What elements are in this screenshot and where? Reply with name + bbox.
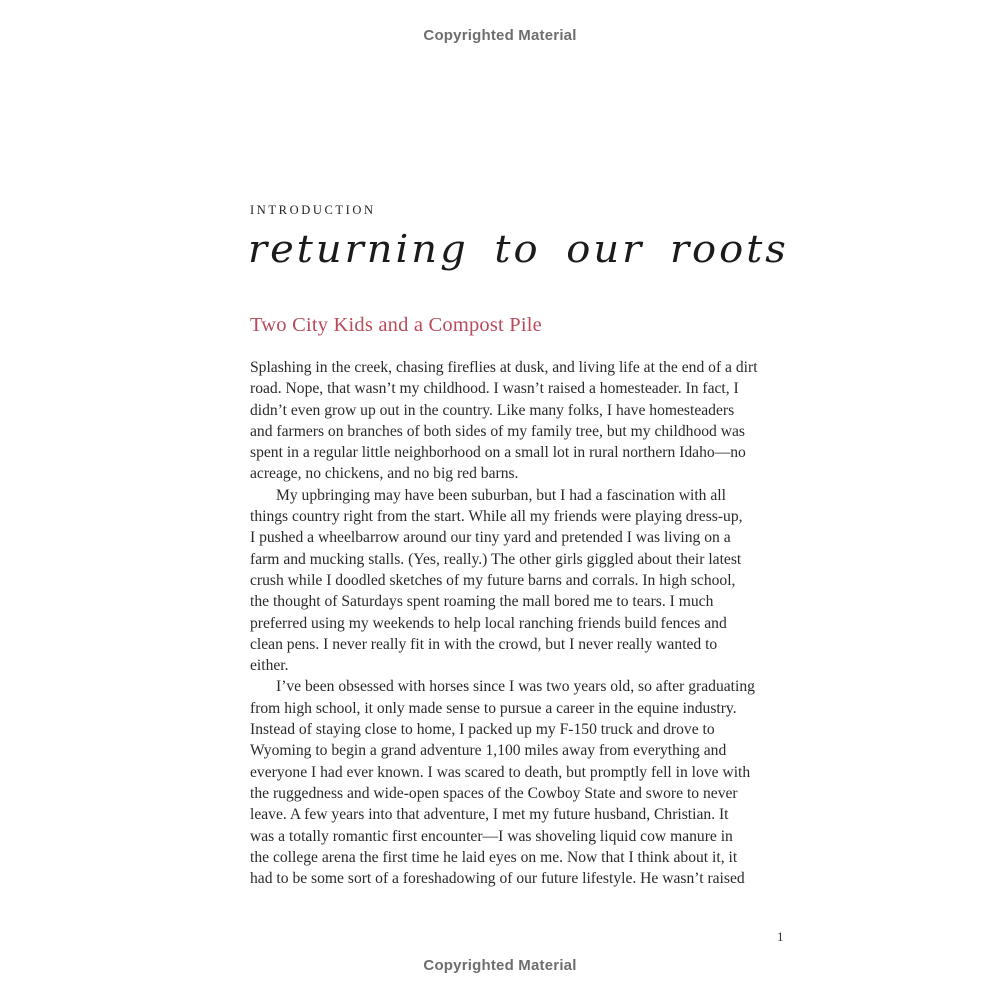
text-line: preferred using my weekends to help local ranching friends build fences and xyxy=(250,614,727,632)
text-line: and farmers on branches of both sides of my family tree, but my childhood was xyxy=(250,422,745,440)
text-line: farm and mucking stalls. (Yes, really.) The other girls giggled about their latest xyxy=(250,550,742,568)
paragraph xyxy=(250,676,755,889)
text-line: didn’t even grow up out in the country. Like many folks, I have homesteaders xyxy=(250,401,735,419)
text-line: from high school, it only made sense to pursue a career in the equine industry. xyxy=(250,699,737,717)
text-line: everyone I had ever known. I was scared to death, but promptly fell in love with xyxy=(250,763,751,781)
text-line: I’ve been obsessed with horses since I was two years old, so after graduating xyxy=(276,678,755,696)
text-line: the college arena the first time he laid eyes on me. Now that I think about it, it xyxy=(250,848,738,866)
text-line: things country right from the start. While all my friends were playing dress-up, xyxy=(250,508,743,526)
text-line: I pushed a wheelbarrow around our tiny yard and pretended I was living on a xyxy=(250,529,731,547)
paragraph xyxy=(250,357,758,485)
text-line: Instead of staying close to home, I packed up my F-150 truck and drove to xyxy=(250,721,715,739)
page-number: 1 xyxy=(777,929,784,944)
text-line: was a totally romantic first encounter—I was shoveling liquid cow manure in xyxy=(250,827,733,845)
text-line: spent in a regular little neighborhood on a small lot in rural northern Idaho—no xyxy=(250,444,746,462)
chapter-label: INTRODUCTION xyxy=(250,203,376,217)
text-line: the thought of Saturdays spent roaming the mall bored me to tears. I much xyxy=(250,593,714,611)
body-text xyxy=(250,357,758,889)
text-line: road. Nope, that wasn’t my childhood. I wasn’t raised a homesteader. In fact, I xyxy=(250,380,739,398)
text-line: Splashing in the creek, chasing fireflies at dusk, and living life at the end of a dirt xyxy=(250,359,758,376)
text-line: crush while I doodled sketches of my future barns and corrals. In high school, xyxy=(250,571,736,589)
copyright-watermark-top: Copyrighted Material xyxy=(423,27,577,44)
text-line: clean pens. I never really fit in with the crowd, but I never really wanted to xyxy=(250,635,718,653)
paragraph xyxy=(250,485,750,677)
text-line: My upbringing may have been suburban, but I had a fascination with all xyxy=(276,486,726,504)
text-line: acreage, no chickens, and no big red barns. xyxy=(250,465,519,483)
chapter-title: returning to our roots xyxy=(248,228,789,272)
text-line: Wyoming to begin a grand adventure 1,100 miles away from everything and xyxy=(250,742,727,760)
text-line: had to be some sort of a foreshadowing of our future lifestyle. He wasn’t raised xyxy=(250,870,745,888)
text-line: either. xyxy=(250,657,289,675)
text-line: leave. A few years into that adventure, I met my future husband, Christian. It xyxy=(250,806,729,824)
copyright-watermark-bottom: Copyrighted Material xyxy=(423,957,577,974)
text-line: the ruggedness and wide-open spaces of the Cowboy State and swore to never xyxy=(250,784,738,802)
section-heading: Two City Kids and a Compost Pile xyxy=(250,314,542,336)
